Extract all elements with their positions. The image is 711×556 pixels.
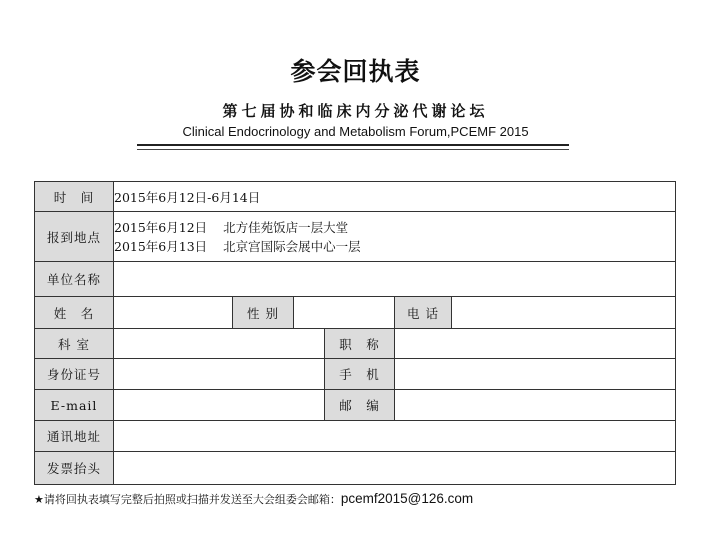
row-checkin <box>35 212 676 262</box>
checkin-date-1: 2015年6月12日 <box>114 219 208 235</box>
time-label: 时 间 <box>35 182 114 212</box>
mobile-field[interactable] <box>395 359 676 390</box>
row-name-gender-phone <box>35 297 676 329</box>
job-title-field[interactable] <box>395 329 676 359</box>
job-title-label: 职 称 <box>325 329 395 359</box>
zip-code-label: 邮 编 <box>325 390 395 421</box>
name-field[interactable] <box>114 297 233 329</box>
address-label: 通讯地址 <box>35 421 114 452</box>
row-address <box>35 421 676 452</box>
id-number-field[interactable] <box>114 359 325 390</box>
contact-email[interactable]: pcemf2015@126.com <box>340 491 474 506</box>
phone-field[interactable] <box>452 297 676 329</box>
registration-form-table <box>34 181 676 485</box>
department-label: 科 室 <box>35 329 114 359</box>
row-email-zip <box>35 390 676 421</box>
row-department-title <box>35 329 676 359</box>
name-label: 姓 名 <box>35 297 114 329</box>
phone-label: 电 话 <box>395 297 452 329</box>
invoice-title-label: 发票抬头 <box>35 452 114 485</box>
checkin-label: 报到地点 <box>35 212 114 262</box>
forum-name-english: Clinical Endocrinology and Metabolism Forum,PCEMF 2015 <box>182 124 529 139</box>
header-divider-thin <box>137 149 569 150</box>
gender-field[interactable] <box>294 297 395 329</box>
mobile-label: 手 机 <box>325 359 395 390</box>
checkin-line-2 <box>114 237 675 256</box>
checkin-place-2: 北京宫国际会展中心一层 <box>223 238 361 254</box>
zip-code-field[interactable] <box>395 390 676 421</box>
gender-label: 性 别 <box>233 297 294 329</box>
row-time <box>35 182 676 212</box>
checkin-date-2: 2015年6月13日 <box>114 238 208 254</box>
row-organization <box>35 262 676 297</box>
email-field[interactable] <box>114 390 325 421</box>
organization-field[interactable] <box>114 262 676 297</box>
submission-note <box>34 491 473 507</box>
checkin-line-1 <box>114 218 675 237</box>
checkin-place-1: 北方佳苑饭店一层大堂 <box>223 219 349 235</box>
invoice-title-field[interactable] <box>114 452 676 485</box>
submission-instruction: ★请将回执表填写完整后拍照或扫描并发送至大会组委会邮箱： <box>34 493 341 506</box>
time-value: 2015年6月12日-6月14日 <box>114 182 676 212</box>
organization-label: 单位名称 <box>35 262 114 297</box>
email-label: E-mail <box>35 390 114 421</box>
header-divider-thick <box>137 144 569 146</box>
department-field[interactable] <box>114 329 325 359</box>
id-number-label: 身份证号 <box>35 359 114 390</box>
form-title: 参会回执表 <box>290 57 421 86</box>
address-field[interactable] <box>114 421 676 452</box>
row-invoice <box>35 452 676 485</box>
row-id-mobile <box>35 359 676 390</box>
checkin-value <box>114 212 676 262</box>
forum-name-chinese: 第七届协和临床内分泌代谢论坛 <box>222 102 489 120</box>
